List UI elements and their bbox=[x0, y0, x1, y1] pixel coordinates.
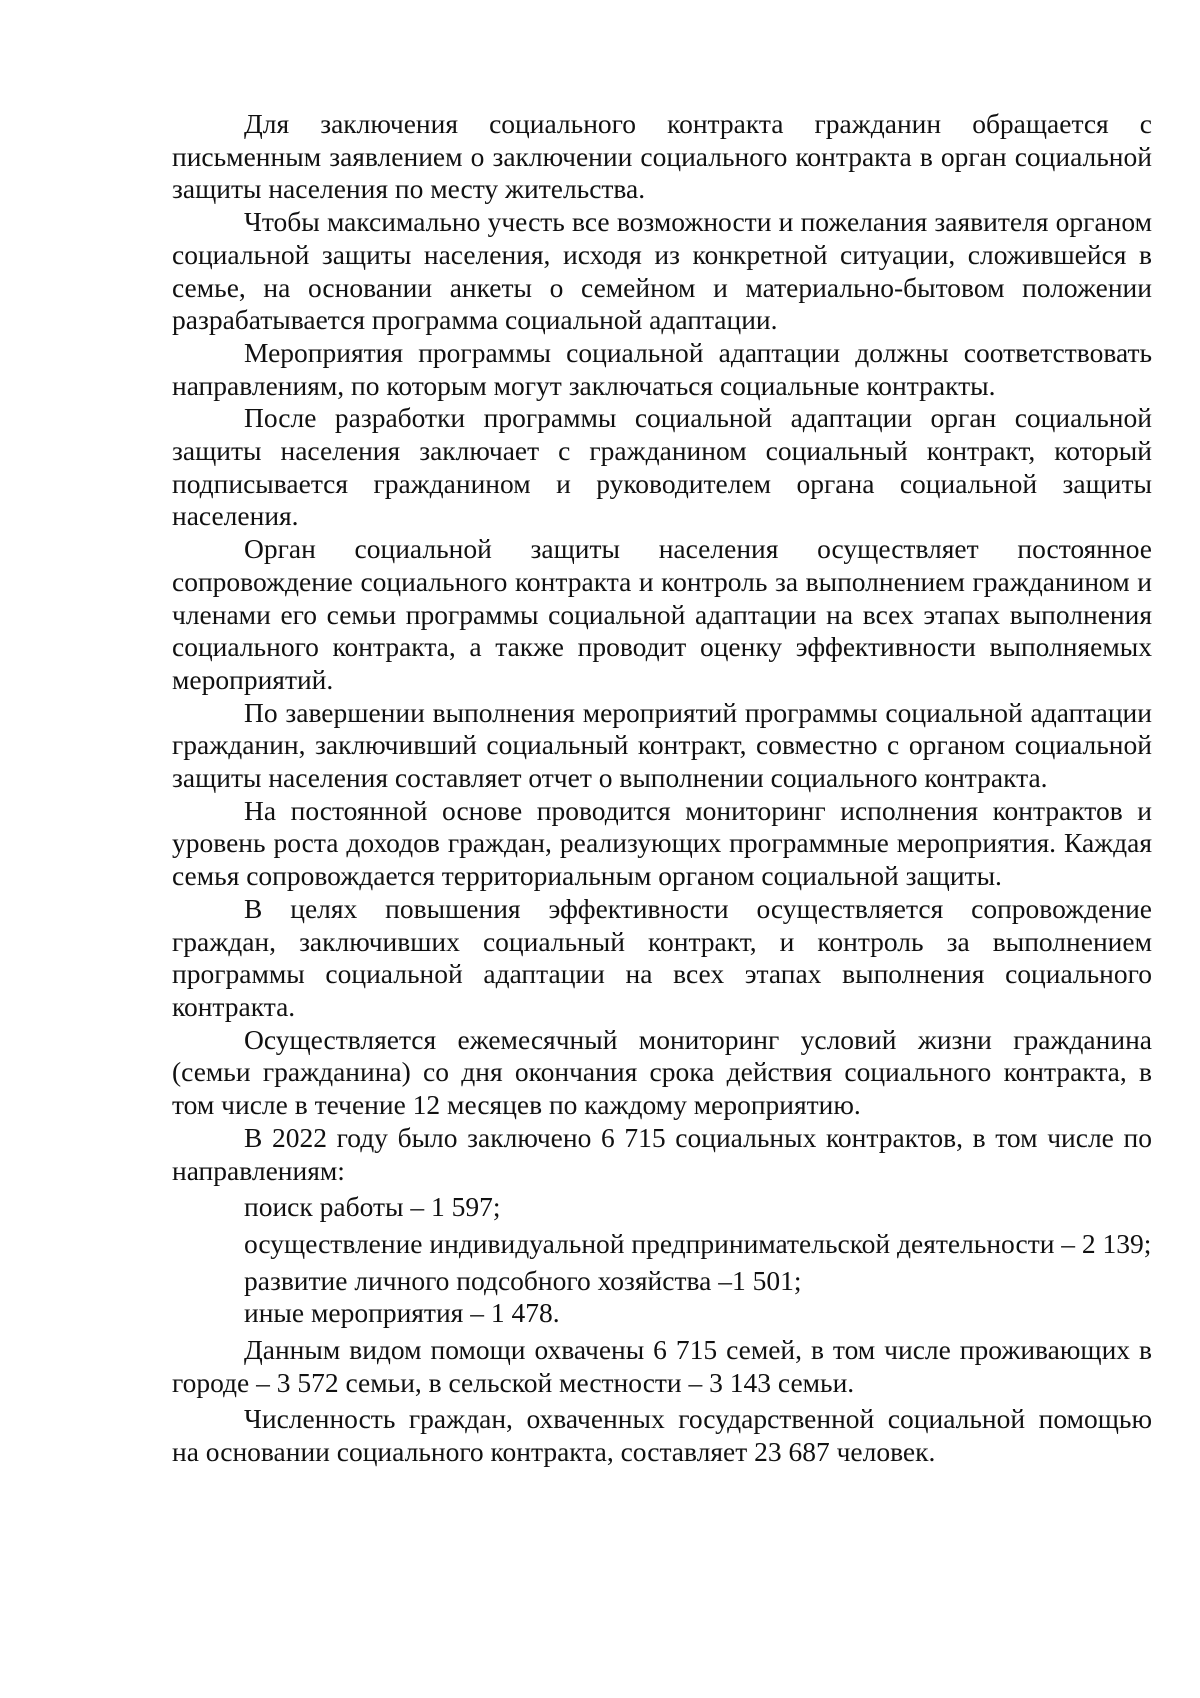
paragraph-citizens-count: Численность граждан, охваченных государственной социальной помощью на основании социального контракта, составляет 23 687 человек. bbox=[172, 1403, 1152, 1468]
paragraph-families-covered: Данным видом помощи охвачены 6 715 семей, в том числе проживающих в городе – 3 572 семьи, в сельской местности – 3 143 семьи. bbox=[172, 1334, 1152, 1398]
paragraph-contract-application: Для заключения социального контракта гражданин обращается с письменным заявлением о заключении социального контракта в орган социальной защиты населения по месту жительства. bbox=[172, 108, 1152, 205]
list-item-household: развитие личного подсобного хозяйства –1 501; bbox=[244, 1264, 802, 1296]
document-page bbox=[172, 108, 1152, 1469]
paragraph-program-activities: Мероприятия программы социальной адаптации должны соответствовать направлениям, по которым могут заключаться социальные контракты. bbox=[172, 336, 1152, 401]
paragraph-2022-statistics: В 2022 году было заключено 6 715 социальных контрактов, в том числе по направлениям: bbox=[172, 1121, 1152, 1186]
paragraph-contract-signing: После разработки программы социальной адаптации орган социальной защиты населения заключает с гражданином социальный контракт, который подписывается гражданином и руководителем органа социальной защиты населения. bbox=[172, 402, 1152, 532]
paragraph-contract-report: По завершении выполнения мероприятий программы социальной адаптации гражданин, заключивший социальный контракт, совместно с органом социальной защиты населения составляет отчет о выполнении социального контракта. bbox=[172, 696, 1152, 794]
paragraph-efficiency: В целях повышения эффективности осуществляется сопровождение граждан, заключивших социальный контракт, и контроль за выполнением программы социальной адаптации на всех этапах выполнения социального контракта. bbox=[172, 892, 1152, 1022]
list-item-entrepreneurship: осуществление индивидуальной предпринимательской деятельности – 2 139; bbox=[244, 1227, 1152, 1259]
list-item-job-search: поиск работы – 1 597; bbox=[244, 1191, 501, 1223]
paragraph-adaptation-program: Чтобы максимально учесть все возможности и пожелания заявителя органом социальной защиты населения, исходя из конкретной ситуации, сложившейся в семье, на основании анкеты о семейном и материально-бытовом положении разрабатывается программа социальной адаптации. bbox=[172, 206, 1152, 336]
paragraph-contract-support: Орган социальной защиты населения осуществляет постоянное сопровождение социального контракта и контроль за выполнением гражданином и членами его семьи программы социальной адаптации на всех этапах выполнения социального контракта, а также проводит оценку эффективности выполняемых мероприятий. bbox=[172, 533, 1152, 695]
paragraph-monitoring: На постоянной основе проводится мониторинг исполнения контрактов и уровень роста доходов граждан, реализующих программные мероприятия. Каждая семья сопровождается территориальным органом социальной защиты. bbox=[172, 794, 1152, 892]
list-item-other: иные мероприятия – 1 478. bbox=[244, 1297, 560, 1329]
paragraph-monthly-monitoring: Осуществляется ежемесячный мониторинг условий жизни гражданина (семьи гражданина) со дня окончания срока действия социального контракта, в том числе в течение 12 месяцев по каждому мероприятию. bbox=[172, 1023, 1152, 1121]
